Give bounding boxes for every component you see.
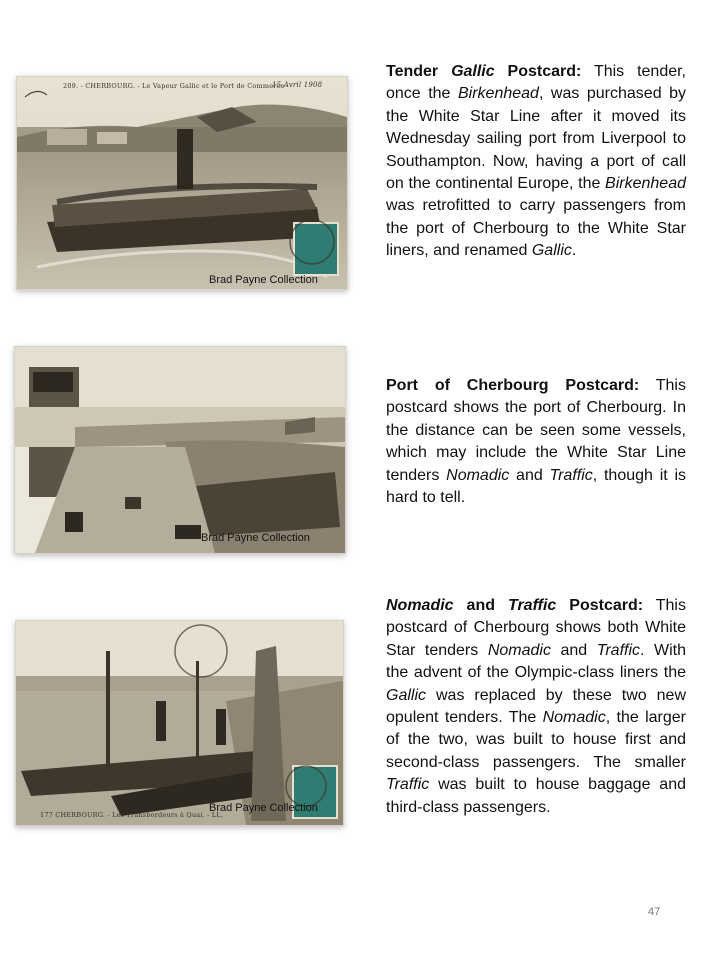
postcard-port-cherbourg <box>14 346 346 554</box>
postcard-gallic <box>16 76 348 290</box>
description-port-title: Port of Cherbourg Postcard: <box>386 377 640 394</box>
credit-label-3: Brad Payne Collection <box>209 802 318 814</box>
description-nomadic-title: Nomadic and Traffic Postcard: <box>386 597 644 614</box>
description-gallic-title: Tender Gallic Postcard: <box>386 63 582 80</box>
page-number: 47 <box>648 906 661 918</box>
description-nomadic-body: This postcard of Cherbourg shows both White Star tenders Nomadic and Traffic. With the advent of the Olympic-class liners the Gallic was replaced by these two new opulent tenders. The Nomadic, the larger of the two, was built to house first and second-class passengers. The smaller Traffic was built to house baggage and third-class passengers. <box>386 597 687 816</box>
credit-label-1: Brad Payne Collection <box>209 274 318 286</box>
postcard-gallic-handwriting: 15 Avril 1908 <box>272 81 323 89</box>
postcard-gallic-caption: 209. - CHERBOURG. - Le Vapeur Gallic et le Port de Commerce <box>63 82 285 90</box>
description-nomadic-traffic <box>386 595 686 819</box>
postcard-tenders-caption: 177 CHERBOURG. - Les Transbordeurs à Quai. - LL. <box>40 811 224 819</box>
description-port-body: This postcard shows the port of Cherbourg. In the distance can be seen some vessels, which may include the White Star Line tenders Nomadic and Traffic, though it is hard to tell. <box>386 377 687 507</box>
description-port <box>386 375 686 509</box>
description-gallic <box>386 61 686 263</box>
credit-label-2: Brad Payne Collection <box>201 532 310 544</box>
description-gallic-body: This tender, once the Birkenhead, was purchased by the White Star Line after it moved its Wednesday sailing port from Liverpool to Southampton. Now, having a port of call on the continental Europe, the Birkenhead was retrofitted to carry passengers from the port of Cherbourg to the White Star liners, and renamed Gallic. <box>386 63 687 260</box>
postcard-tenders-photo <box>16 621 343 825</box>
postcard-port-photo <box>15 347 345 553</box>
postcard-nomadic-traffic <box>15 620 344 826</box>
postcard-gallic-photo <box>17 77 347 289</box>
